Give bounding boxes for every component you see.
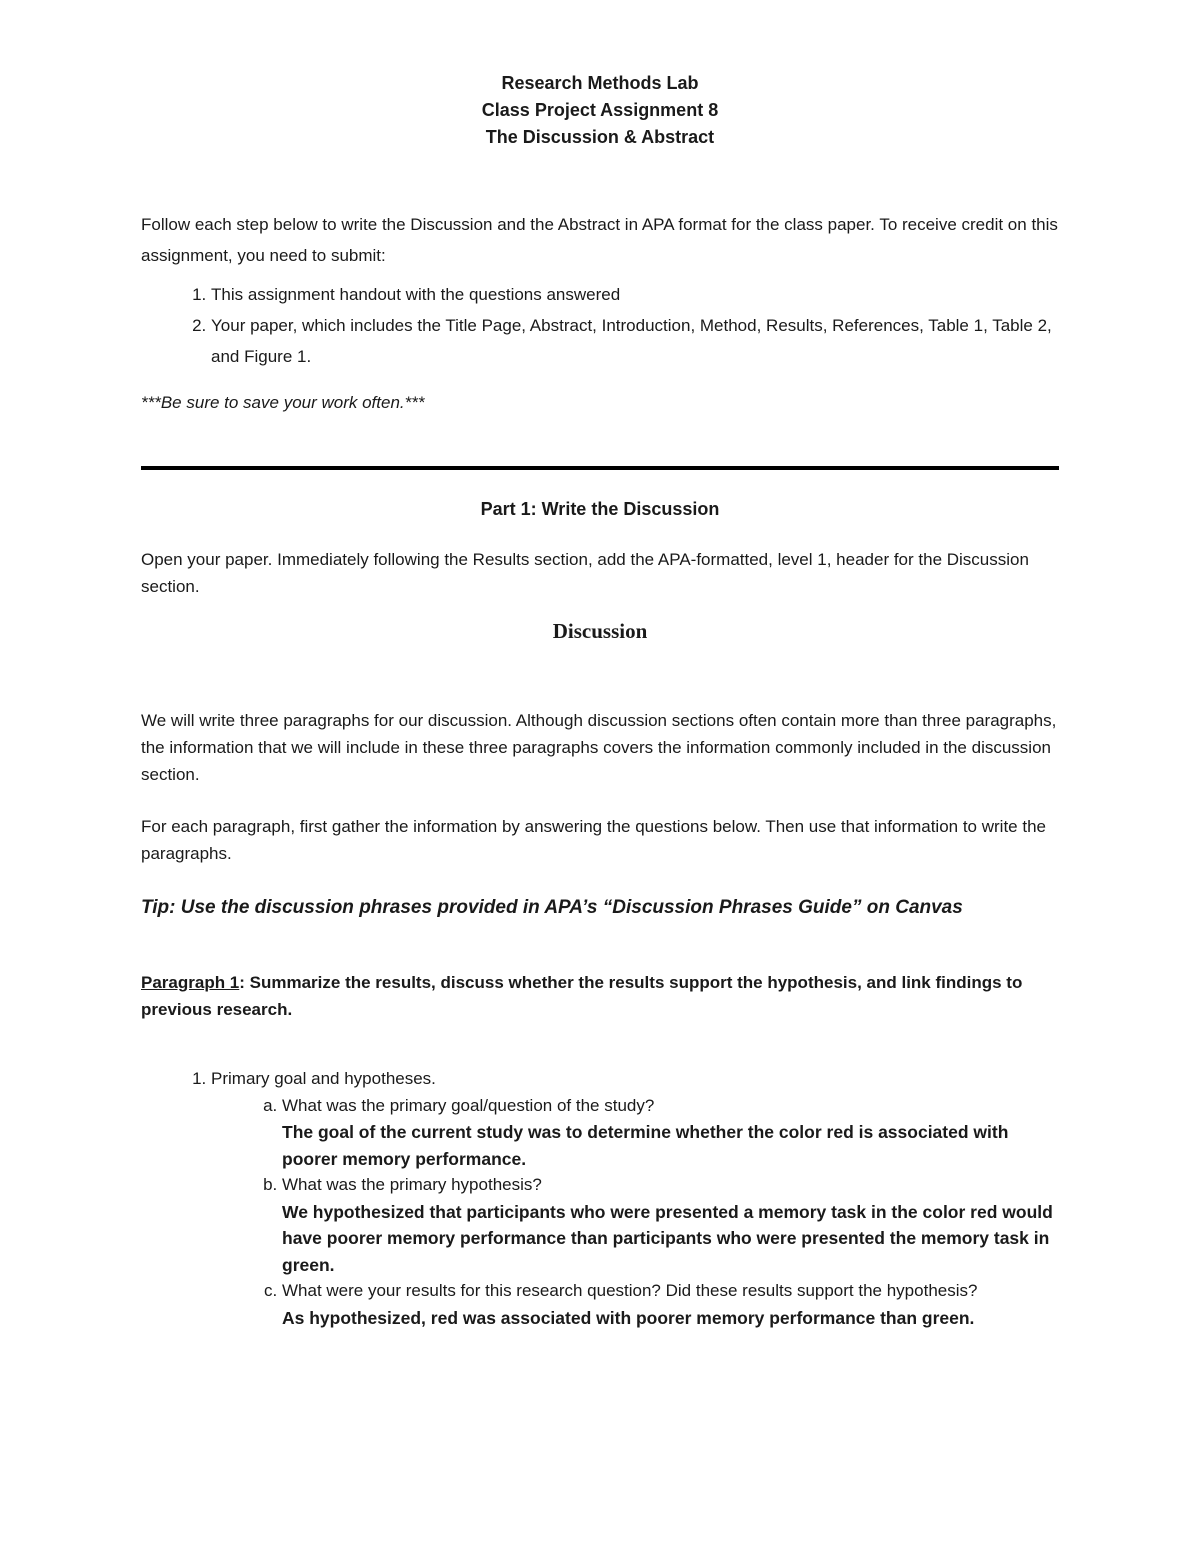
open-paper-instructions: Open your paper. Immediately following the Results section, add the APA-formatted, level 1, header for the Discussion section.	[141, 550, 1029, 596]
save-reminder: ***Be sure to save your work often.***	[141, 393, 425, 412]
intro-paragraph: Follow each step below to write the Discussion and the Abstract in APA format for the class paper. To receive credit on this assignment, you need to submit:	[141, 215, 1058, 265]
subquestion-item	[282, 1093, 1059, 1173]
subquestion-text: b. What was the primary hypothesis?	[282, 1175, 542, 1194]
document-content	[141, 70, 1059, 1331]
question-list	[141, 1066, 1059, 1331]
section-divider	[141, 466, 1059, 470]
submission-list	[141, 279, 1059, 372]
subquestion-item	[282, 1172, 1059, 1278]
discussion-phrases-tip: Tip: Use the discussion phrases provided in APA’s “Discussion Phrases Guide” on Canvas	[141, 897, 963, 918]
paragraph-1-heading	[141, 969, 1059, 1023]
question-title: Primary goal and hypotheses.	[211, 1069, 436, 1088]
part-1-heading: Part 1: Write the Discussion	[480, 499, 720, 519]
submission-item: 1. This assignment handout with the questions answered	[211, 279, 1059, 310]
subquestion-text: c. What were your results for this research question? Did these results support the hypothesis?	[282, 1281, 978, 1300]
course-title: Research Methods Lab	[501, 73, 699, 93]
submission-item: 2. Your paper, which includes the Title Page, Abstract, Introduction, Method, Results, References, Table 1, Table 2, and Figure 1.	[211, 310, 1059, 372]
answer-text: As hypothesized, red was associated with poorer memory performance than green.	[282, 1307, 975, 1328]
subquestion-item	[282, 1278, 1059, 1331]
apa-level-1-header-example: Discussion	[552, 619, 648, 643]
paragraph-1-description: : Summarize the results, discuss whether the results support the hypothesis, and link findings to previous research.	[141, 973, 1023, 1019]
answer-text: We hypothesized that participants who were presented a memory task in the color red would have poorer memory performance than participants who were presented the memory task in green.	[282, 1201, 1053, 1275]
subquestion-list	[211, 1093, 1059, 1332]
paragraph-1-label: Paragraph 1	[141, 973, 240, 992]
each-paragraph-instructions: For each paragraph, first gather the information by answering the questions below. Then use that information to write the paragraphs.	[141, 817, 1046, 863]
assignment-subtitle: The Discussion & Abstract	[485, 127, 715, 147]
document-title-block	[141, 70, 1059, 151]
answer-text: The goal of the current study was to determine whether the color red is associated with poorer memory performance.	[282, 1122, 1009, 1169]
three-paragraphs-instructions: We will write three paragraphs for our discussion. Although discussion sections often contain more than three paragraphs, the information that we will include in these three paragraphs covers the information commonly included in the discussion section.	[141, 711, 1057, 784]
subquestion-text: a. What was the primary goal/question of the study?	[282, 1095, 655, 1115]
assignment-title: Class Project Assignment 8	[481, 100, 719, 120]
question-item	[211, 1066, 1059, 1331]
